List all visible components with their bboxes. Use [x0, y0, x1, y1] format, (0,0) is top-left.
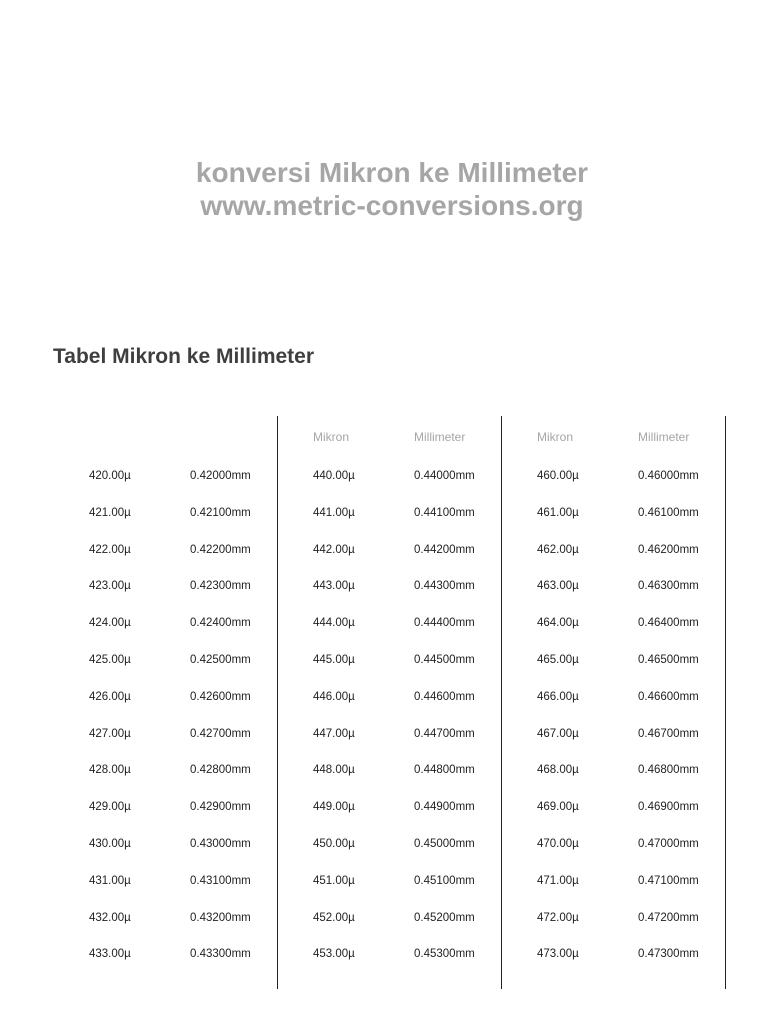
table-row — [277, 912, 501, 949]
table-row — [277, 875, 501, 912]
cell-millimeter: 0.46400mm — [638, 617, 699, 630]
cell-mikron: 472.00µ — [537, 911, 579, 924]
cell-millimeter: 0.46300mm — [638, 580, 699, 593]
cell-mikron: 453.00µ — [313, 948, 355, 961]
cell-mikron: 448.00µ — [313, 764, 355, 777]
cell-mikron: 428.00µ — [89, 764, 131, 777]
table-row — [277, 580, 501, 617]
cell-millimeter: 0.42400mm — [190, 617, 251, 630]
cell-millimeter: 0.42900mm — [190, 801, 251, 814]
table-row — [277, 544, 501, 581]
table-row — [53, 912, 277, 949]
cell-mikron: 460.00µ — [537, 470, 579, 482]
table-header-row — [53, 430, 277, 446]
cell-mikron: 445.00µ — [313, 653, 355, 666]
cell-mikron: 423.00µ — [89, 580, 131, 593]
cell-millimeter: 0.42800mm — [190, 764, 251, 777]
table-row — [501, 801, 725, 838]
cell-mikron: 442.00µ — [313, 543, 355, 556]
cell-millimeter: 0.44000mm — [414, 470, 475, 482]
cell-mikron: 433.00µ — [89, 948, 131, 961]
cell-mikron: 468.00µ — [537, 764, 579, 777]
cell-mikron: 450.00µ — [313, 837, 355, 850]
cell-millimeter: 0.43100mm — [190, 874, 251, 887]
cell-millimeter: 0.45200mm — [414, 911, 475, 924]
cell-mikron: 431.00µ — [89, 874, 131, 887]
column-header-millimeter: Millimeter — [638, 430, 690, 444]
cell-millimeter: 0.44300mm — [414, 580, 475, 593]
table-row — [277, 654, 501, 691]
cell-millimeter: 0.44100mm — [414, 506, 475, 519]
column-header-mikron: Mikron — [537, 430, 574, 444]
table-row — [53, 764, 277, 801]
cell-millimeter: 0.43000mm — [190, 837, 251, 850]
cell-mikron: 422.00µ — [89, 543, 131, 556]
cell-millimeter: 0.46900mm — [638, 801, 699, 814]
cell-millimeter: 0.42600mm — [190, 690, 251, 703]
table-row — [53, 801, 277, 838]
table-row — [53, 580, 277, 617]
cell-millimeter: 0.46200mm — [638, 543, 699, 556]
cell-millimeter: 0.42300mm — [190, 580, 251, 593]
column-divider — [277, 416, 278, 989]
table-row — [501, 617, 725, 654]
cell-mikron: 420.00µ — [89, 470, 131, 482]
table-row — [501, 691, 725, 728]
cell-mikron: 461.00µ — [537, 506, 579, 519]
cell-millimeter: 0.42500mm — [190, 653, 251, 666]
table-row — [277, 801, 501, 838]
cell-millimeter: 0.46500mm — [638, 653, 699, 666]
cell-mikron: 464.00µ — [537, 617, 579, 630]
cell-millimeter: 0.42200mm — [190, 543, 251, 556]
header-title: konversi Mikron ke Millimeter — [195, 157, 589, 188]
table-row — [53, 838, 277, 875]
cell-mikron: 463.00µ — [537, 580, 579, 593]
table-row — [277, 948, 501, 985]
header-website: www.metric-conversions.org — [200, 190, 584, 221]
cell-millimeter: 0.46100mm — [638, 506, 699, 519]
cell-millimeter: 0.46800mm — [638, 764, 699, 777]
table-header-row — [277, 430, 501, 446]
table-row — [277, 470, 501, 507]
cell-millimeter: 0.45100mm — [414, 874, 475, 887]
cell-mikron: 467.00µ — [537, 727, 579, 740]
table-row — [53, 544, 277, 581]
table-row — [277, 764, 501, 801]
cell-mikron: 449.00µ — [313, 801, 355, 814]
table-row — [501, 875, 725, 912]
cell-millimeter: 0.47000mm — [638, 837, 699, 850]
cell-millimeter: 0.44700mm — [414, 727, 475, 740]
table-group — [53, 416, 277, 989]
table-row — [277, 728, 501, 765]
cell-millimeter: 0.46000mm — [638, 470, 699, 482]
table-row — [501, 470, 725, 507]
cell-millimeter: 0.44500mm — [414, 653, 475, 666]
table-row — [501, 728, 725, 765]
cell-mikron: 426.00µ — [89, 690, 131, 703]
cell-millimeter: 0.44200mm — [414, 543, 475, 556]
cell-mikron: 473.00µ — [537, 948, 579, 961]
table-row — [501, 838, 725, 875]
cell-mikron: 447.00µ — [313, 727, 355, 740]
table-row — [53, 875, 277, 912]
table-row — [53, 470, 277, 507]
table-row — [501, 764, 725, 801]
cell-millimeter: 0.42100mm — [190, 506, 251, 519]
cell-mikron: 432.00µ — [89, 911, 131, 924]
table-row — [501, 507, 725, 544]
cell-mikron: 470.00µ — [537, 837, 579, 850]
table-row — [53, 654, 277, 691]
cell-mikron: 446.00µ — [313, 690, 355, 703]
table-row — [501, 912, 725, 949]
cell-millimeter: 0.44900mm — [414, 801, 475, 814]
cell-millimeter: 0.46700mm — [638, 727, 699, 740]
column-divider — [501, 416, 502, 989]
cell-millimeter: 0.43300mm — [190, 948, 251, 961]
cell-mikron: 421.00µ — [89, 506, 131, 519]
cell-mikron: 430.00µ — [89, 837, 131, 850]
cell-millimeter: 0.42000mm — [190, 470, 251, 482]
table-row — [53, 691, 277, 728]
cell-millimeter: 0.47100mm — [638, 874, 699, 887]
cell-mikron: 451.00µ — [313, 874, 355, 887]
cell-mikron: 429.00µ — [89, 801, 131, 814]
table-row — [277, 507, 501, 544]
page-header — [0, 156, 768, 222]
cell-mikron: 469.00µ — [537, 801, 579, 814]
cell-millimeter: 0.42700mm — [190, 727, 251, 740]
cell-mikron: 424.00µ — [89, 617, 131, 630]
column-header-millimeter: Millimeter — [414, 430, 466, 444]
cell-millimeter: 0.44800mm — [414, 764, 475, 777]
table-row — [53, 948, 277, 985]
table-header-row — [501, 430, 725, 446]
table-body — [53, 470, 277, 985]
cell-millimeter: 0.45300mm — [414, 948, 475, 961]
table-row — [53, 617, 277, 654]
cell-mikron: 443.00µ — [313, 580, 355, 593]
table-row — [53, 728, 277, 765]
table-body — [501, 470, 725, 985]
table-body — [277, 470, 501, 985]
cell-mikron: 425.00µ — [89, 653, 131, 666]
cell-mikron: 465.00µ — [537, 653, 579, 666]
cell-mikron: 462.00µ — [537, 543, 579, 556]
cell-millimeter: 0.44400mm — [414, 617, 475, 630]
cell-mikron: 452.00µ — [313, 911, 355, 924]
table-group — [501, 416, 725, 989]
cell-millimeter: 0.43200mm — [190, 911, 251, 924]
cell-mikron: 441.00µ — [313, 506, 355, 519]
cell-mikron: 466.00µ — [537, 690, 579, 703]
column-header-mikron: Mikron — [313, 430, 350, 444]
table-row — [277, 617, 501, 654]
conversion-table — [53, 416, 725, 989]
table-group — [277, 416, 501, 989]
cell-millimeter: 0.45000mm — [414, 837, 475, 850]
table-row — [277, 691, 501, 728]
cell-millimeter: 0.44600mm — [414, 690, 475, 703]
cell-mikron: 427.00µ — [89, 727, 131, 740]
cell-mikron: 440.00µ — [313, 470, 355, 482]
cell-millimeter: 0.47300mm — [638, 948, 699, 961]
cell-millimeter: 0.47200mm — [638, 911, 699, 924]
cell-mikron: 471.00µ — [537, 874, 579, 887]
table-row — [53, 507, 277, 544]
table-row — [501, 544, 725, 581]
table-row — [277, 838, 501, 875]
cell-millimeter: 0.46600mm — [638, 690, 699, 703]
table-row — [501, 948, 725, 985]
column-divider — [725, 416, 726, 989]
table-row — [501, 654, 725, 691]
table-title: Tabel Mikron ke Millimeter — [53, 345, 315, 368]
table-row — [501, 580, 725, 617]
cell-mikron: 444.00µ — [313, 617, 355, 630]
